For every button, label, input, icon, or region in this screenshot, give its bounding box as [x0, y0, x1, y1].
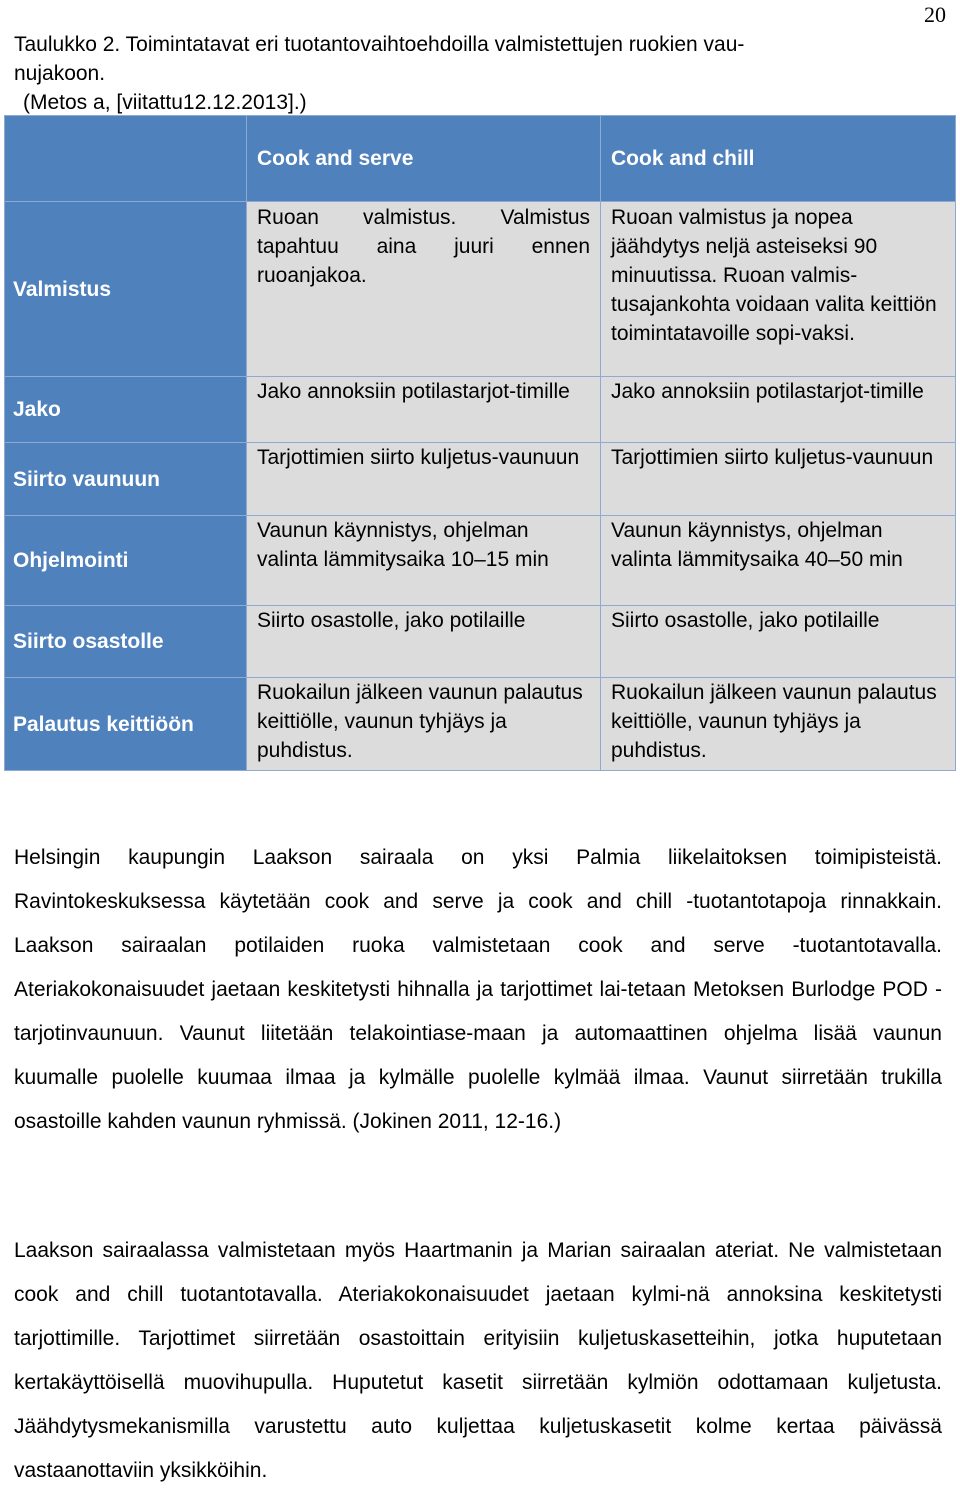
page-number: 20 [924, 2, 946, 27]
row-label-ohjelmointi: Ohjelmointi [5, 516, 247, 606]
table-row [5, 516, 956, 606]
table-row [5, 678, 956, 771]
production-method-table [4, 115, 956, 771]
cell-serve-siirto-vaunuun: Tarjottimien siirto kuljetus-vaunuun [247, 443, 601, 516]
cell-serve-palautus: Ruokailun jälkeen vaunun palautus keittiölle, vaunun tyhjäys ja puhdistus. [247, 678, 601, 771]
cell-chill-ohjelmointi: Vaunun käynnistys, ohjelman valinta lämmitysaika 40–50 min [601, 516, 956, 606]
cell-serve-siirto-osastolle: Siirto osastolle, jako potilaille [247, 606, 601, 678]
body-paragraph-1: Helsingin kaupungin Laakson sairaala on yksi Palmia liikelaitoksen toimipisteistä. Ravintokeskuksessa käytetään cook and serve ja cook and chill -tuotantotapoja rinnakkain. Laakson sairaalan potilaiden ruoka valmistetaan cook and serve -tuotantotavalla. Ateriakokonaisuudet jaetaan keskitetysti hihnalla ja tarjottimet lai-tetaan Metoksen Burlodge POD -tarjotinvaunuun. Vaunut liitetään telakointiase-maan ja automaattinen ohjelma lisää vaunun kuumalle puolelle kuumaa ilmaa ja kylmälle puolelle kylmää ilmaa. Vaunut siirretään trukilla osastoille kahden vaunun ryhmissä. (Jokinen 2011, 12-16.) [14, 846, 942, 1133]
header-cook-and-chill: Cook and chill [601, 116, 956, 202]
cell-chill-jako: Jako annoksiin potilastarjot-timille [601, 377, 956, 443]
cell-chill-siirto-osastolle: Siirto osastolle, jako potilaille [601, 606, 956, 678]
table-header-row [5, 116, 956, 202]
row-label-palautus-keittioon: Palautus keittiöön [5, 678, 247, 771]
cell-chill-siirto-vaunuun: Tarjottimien siirto kuljetus-vaunuun [601, 443, 956, 516]
caption-line-3: (Metos a, [viitattu12.12.2013].) [23, 91, 307, 114]
cell-serve-jako: Jako annoksiin potilastarjot-timille [247, 377, 601, 443]
row-label-jako: Jako [5, 377, 247, 443]
table-row [5, 606, 956, 678]
cell-chill-palautus: Ruokailun jälkeen vaunun palautus keittiölle, vaunun tyhjäys ja puhdistus. [601, 678, 956, 771]
table-caption [14, 30, 904, 117]
cell-serve-valmistus: Ruoan valmistus. Valmistus tapahtuu aina juuri ennen ruoanjakoa. [247, 202, 601, 377]
caption-line-2: nujakoon. [14, 62, 106, 85]
header-cook-and-serve: Cook and serve [247, 116, 601, 202]
table-row [5, 443, 956, 516]
row-label-siirto-osastolle: Siirto osastolle [5, 606, 247, 678]
row-label-siirto-vaunuun: Siirto vaunuun [5, 443, 247, 516]
cell-serve-ohjelmointi: Vaunun käynnistys, ohjelman valinta lämmitysaika 10–15 min [247, 516, 601, 606]
table-row [5, 377, 956, 443]
row-label-valmistus: Valmistus [5, 202, 247, 377]
cell-chill-valmistus: Ruoan valmistus ja nopea jäähdytys neljä asteiseksi 90 minuutissa. Ruoan valmis-tusajankohta voidaan valita keittiön toimintatavoille sopi-vaksi. [601, 202, 956, 377]
table-row [5, 202, 956, 377]
header-empty [5, 116, 247, 202]
caption-line-1: Taulukko 2. Toimintatavat eri tuotantovaihtoehdoilla valmistettujen ruokien vau- [14, 33, 745, 56]
body-paragraph-2: Laakson sairaalassa valmistetaan myös Haartmanin ja Marian sairaalan ateriat. Ne valmistetaan cook and chill tuotantotavalla. Ateriakokonaisuudet jaetaan kylmi-nä annoksina keskitetysti tarjottimille. Tarjottimet siirretään osastoittain erityisiin kuljetuskasetteihin, jotka huputetaan kertakäyttöisellä muovihupulla. Huputetut kasetit siirretään kylmiön odottamaan kuljetusta. Jäähdytysmekanismilla varustettu auto kuljettaa kuljetuskasetit kolme kertaa päivässä vastaanottaviin yksikköihin. [14, 1239, 942, 1482]
